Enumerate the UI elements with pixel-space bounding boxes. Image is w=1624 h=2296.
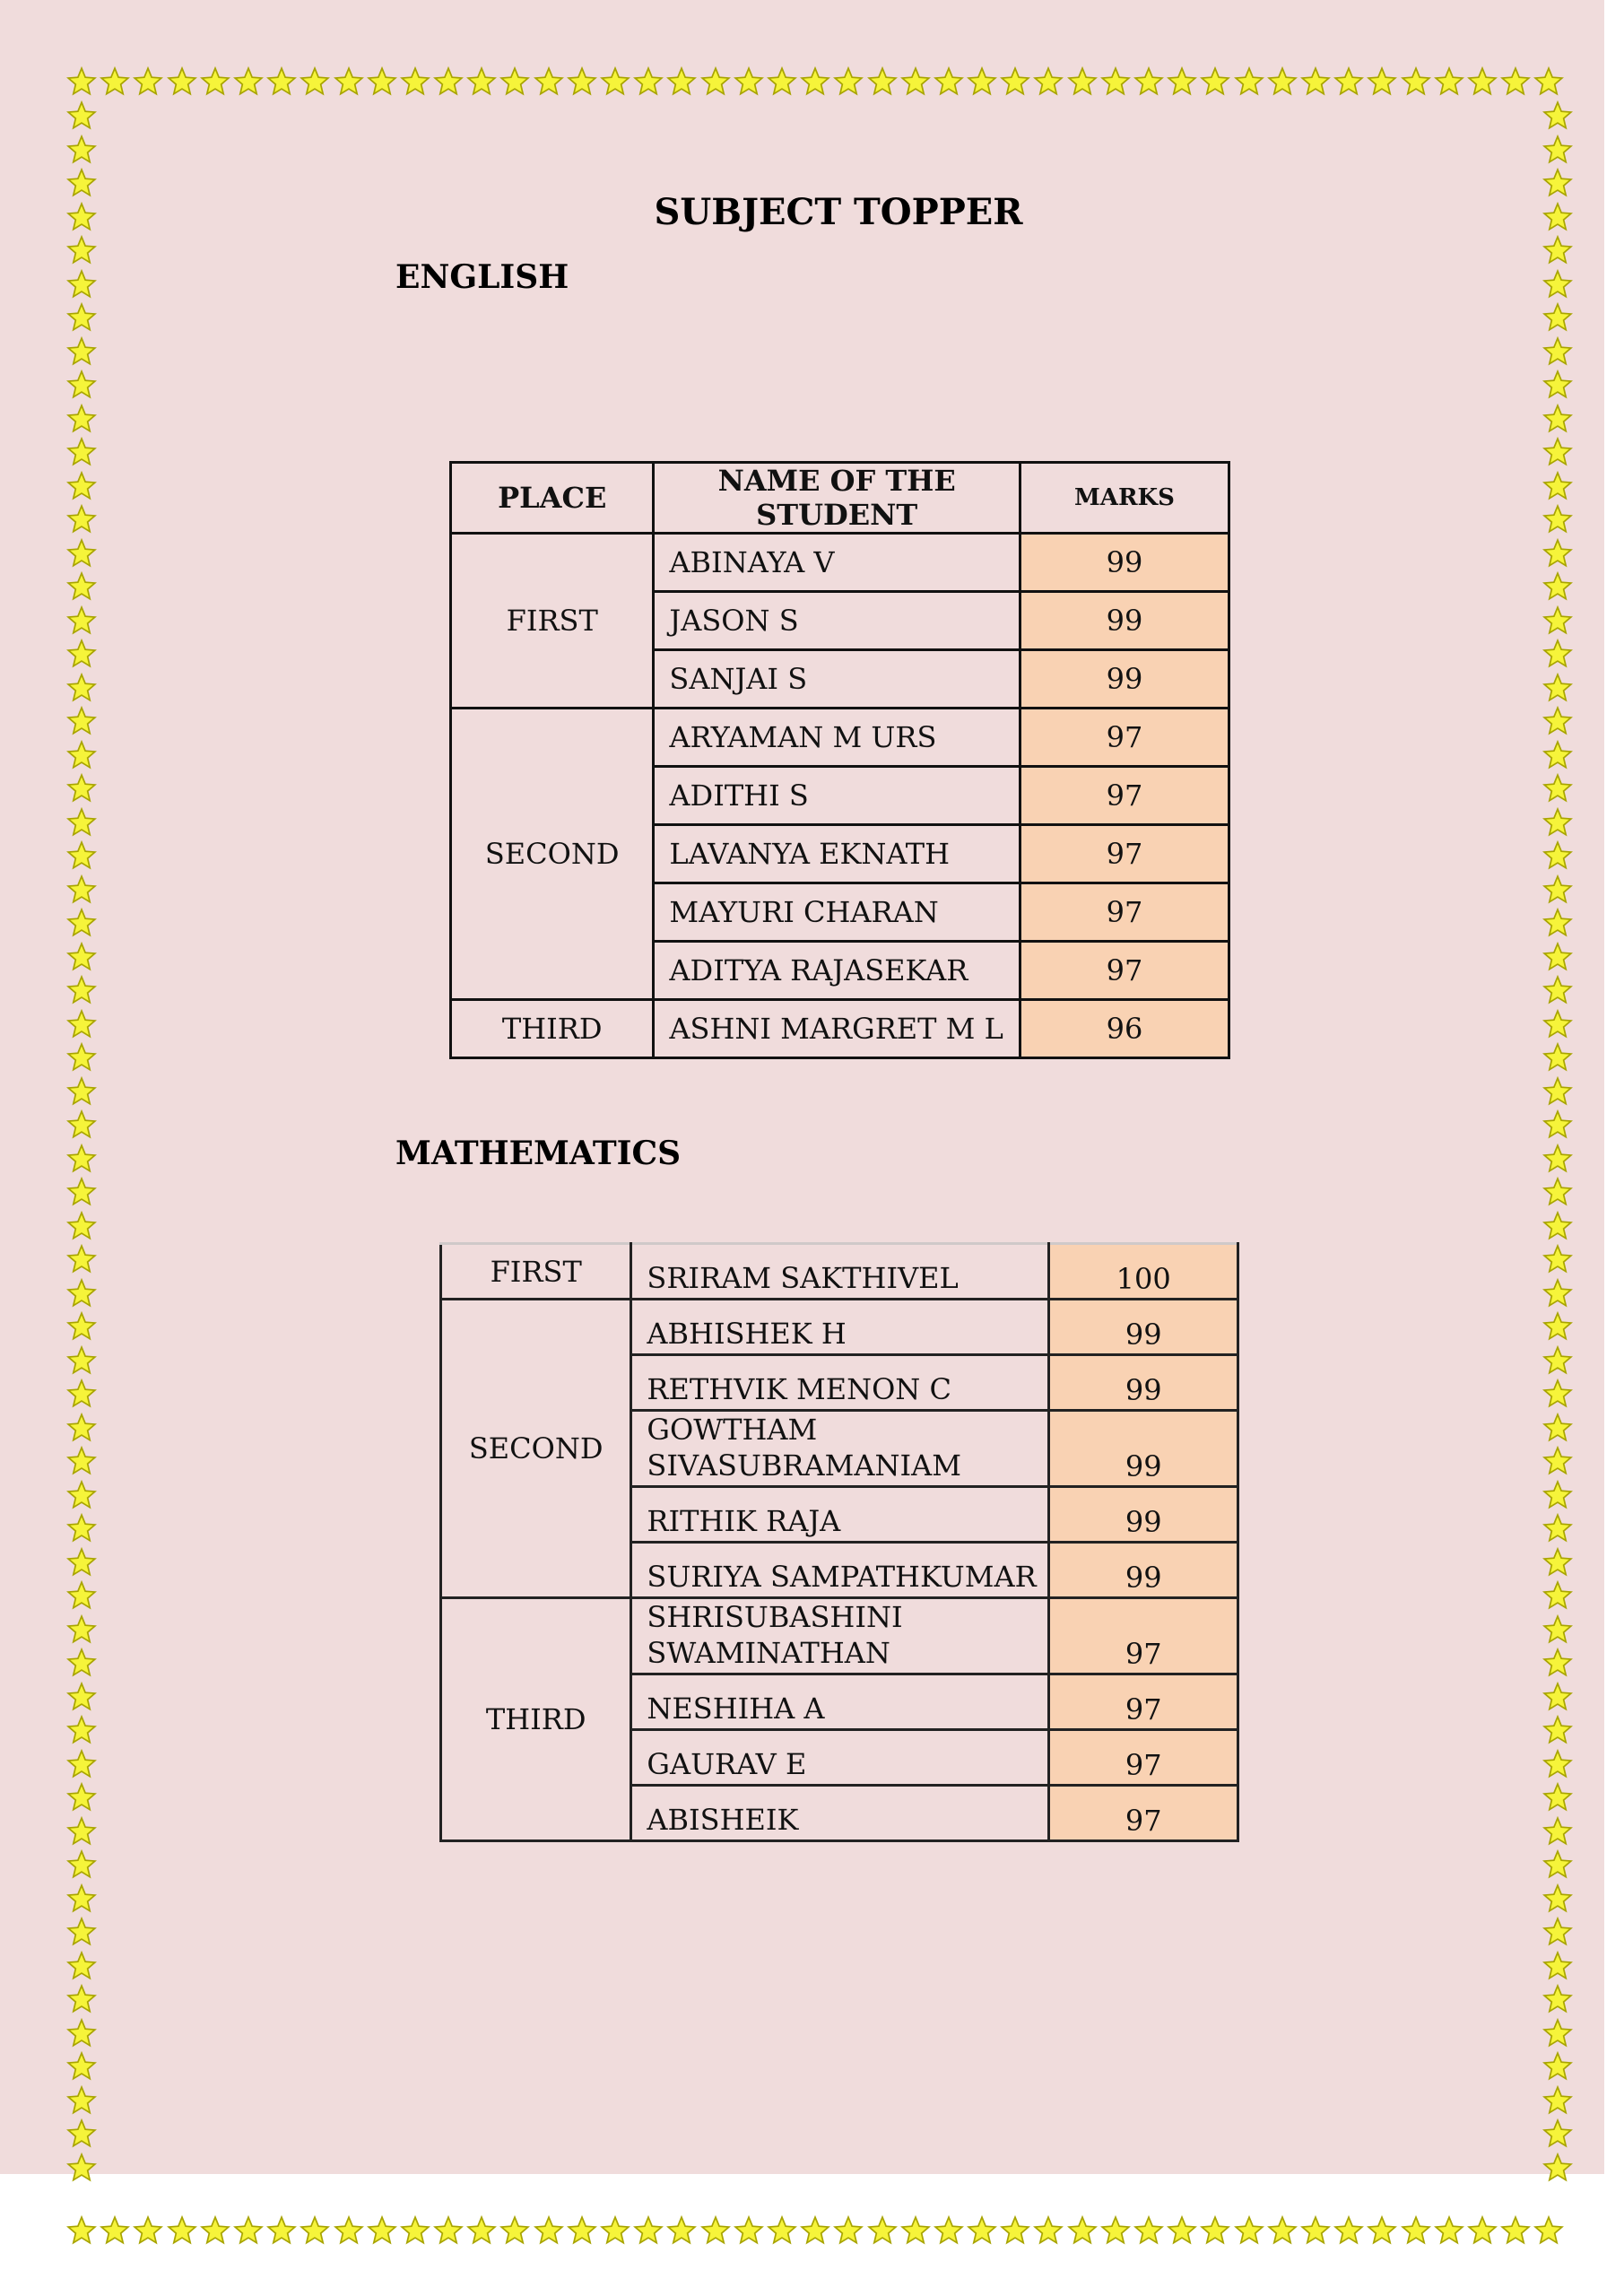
star-icon — [499, 2215, 530, 2246]
star-icon — [1542, 1749, 1573, 1779]
marks-cell: 99 — [1049, 1543, 1238, 1598]
star-icon — [1234, 2215, 1264, 2246]
star-icon — [66, 706, 97, 736]
star-icon — [1542, 1580, 1573, 1611]
star-icon — [1467, 2215, 1498, 2246]
star-icon — [1542, 942, 1573, 972]
star-icon — [1434, 66, 1464, 97]
star-icon — [66, 1211, 97, 1241]
star-icon — [1500, 2215, 1531, 2246]
star-icon — [534, 66, 564, 97]
star-icon — [66, 2118, 97, 2149]
star-icon — [1542, 1211, 1573, 1241]
star-icon — [1542, 1883, 1573, 1914]
student-name-cell: ARYAMAN M URS — [654, 709, 1020, 767]
star-icon — [66, 100, 97, 131]
star-icon — [1542, 1009, 1573, 1039]
star-icon — [767, 2215, 797, 2246]
column-header-place: PLACE — [451, 463, 654, 534]
star-icon — [66, 1244, 97, 1274]
star-icon — [66, 1345, 97, 1376]
star-icon — [1067, 66, 1098, 97]
star-icon — [66, 1682, 97, 1712]
page-title: SUBJECT TOPPER — [654, 191, 1023, 233]
star-icon — [100, 66, 130, 97]
table-row — [441, 1598, 1238, 1674]
star-icon — [466, 2215, 497, 2246]
star-icon — [66, 1984, 97, 2014]
table-row — [451, 1000, 1229, 1058]
place-cell: FIRST — [441, 1244, 631, 1300]
star-icon — [1542, 706, 1573, 736]
star-icon — [1542, 2152, 1573, 2183]
star-icon — [1542, 1042, 1573, 1073]
star-icon — [1542, 1480, 1573, 1510]
star-icon — [1434, 2215, 1464, 2246]
star-icon — [1300, 2215, 1331, 2246]
star-icon — [100, 2215, 130, 2246]
student-name-cell: SHRISUBASHINI SWAMINATHAN — [631, 1598, 1049, 1674]
star-icon — [1267, 66, 1298, 97]
star-icon — [499, 66, 530, 97]
star-icon — [1542, 1984, 1573, 2014]
star-icon — [66, 840, 97, 871]
star-icon — [66, 336, 97, 367]
star-icon — [1367, 2215, 1397, 2246]
marks-cell: 97 — [1020, 767, 1229, 825]
star-icon — [66, 1917, 97, 1947]
star-icon — [1542, 538, 1573, 569]
star-icon — [66, 908, 97, 938]
marks-cell: 97 — [1049, 1598, 1238, 1674]
student-name-cell: ASHNI MARGRET M L — [654, 1000, 1020, 1058]
student-name-cell: SANJAI S — [654, 650, 1020, 709]
star-icon — [767, 66, 797, 97]
star-icon — [66, 269, 97, 300]
star-icon — [66, 135, 97, 165]
table-header-row — [451, 463, 1229, 534]
star-icon — [66, 1749, 97, 1779]
place-cell: SECOND — [441, 1300, 631, 1598]
star-icon — [66, 538, 97, 569]
star-icon — [1167, 66, 1197, 97]
star-icon — [1200, 2215, 1230, 2246]
star-icon — [1542, 639, 1573, 669]
place-cell: THIRD — [451, 1000, 654, 1058]
column-header-marks: MARKS — [1020, 463, 1229, 534]
star-icon — [1542, 874, 1573, 905]
english-table — [449, 461, 1230, 1059]
star-icon — [1033, 2215, 1064, 2246]
star-icon — [66, 404, 97, 434]
star-icon — [66, 1413, 97, 1443]
star-icon — [1542, 471, 1573, 501]
place-cell: THIRD — [441, 1598, 631, 1841]
star-icon — [1542, 740, 1573, 770]
star-icon — [1542, 135, 1573, 165]
star-icon — [1542, 1849, 1573, 1880]
star-icon — [1542, 1076, 1573, 1107]
star-icon — [233, 66, 264, 97]
star-icon — [900, 66, 931, 97]
marks-cell: 96 — [1020, 1000, 1229, 1058]
star-icon — [66, 1782, 97, 1813]
star-icon — [66, 1849, 97, 1880]
star-icon — [66, 66, 97, 97]
student-name-cell: ADITHI S — [654, 767, 1020, 825]
star-icon — [1533, 66, 1564, 97]
star-icon — [1542, 100, 1573, 131]
star-icon — [666, 66, 697, 97]
star-icon — [1333, 2215, 1364, 2246]
student-name-cell: ABINAYA V — [654, 534, 1020, 592]
student-name-cell: RITHIK RAJA — [631, 1487, 1049, 1543]
star-icon — [66, 673, 97, 703]
star-icon — [534, 2215, 564, 2246]
star-icon — [66, 2051, 97, 2082]
star-icon — [66, 1042, 97, 1073]
star-icon — [66, 1378, 97, 1409]
star-icon — [1133, 66, 1164, 97]
star-icon — [367, 2215, 397, 2246]
star-icon — [1542, 336, 1573, 367]
marks-cell: 97 — [1020, 942, 1229, 1000]
star-icon — [66, 1311, 97, 1342]
student-name-cell: SRIRAM SAKTHIVEL — [631, 1244, 1049, 1300]
star-icon — [600, 66, 630, 97]
star-icon — [466, 66, 497, 97]
mathematics-table — [439, 1242, 1239, 1842]
star-icon — [66, 807, 97, 838]
star-icon — [1542, 2018, 1573, 2048]
star-icon — [66, 639, 97, 669]
star-icon — [66, 1648, 97, 1678]
star-icon — [66, 1951, 97, 1981]
student-name-cell: GOWTHAM SIVASUBRAMANIAM — [631, 1411, 1049, 1487]
star-icon — [1467, 66, 1498, 97]
star-icon — [700, 66, 731, 97]
marks-cell: 97 — [1049, 1674, 1238, 1730]
star-icon — [1542, 1682, 1573, 1712]
star-icon — [300, 66, 330, 97]
star-icon — [66, 1278, 97, 1309]
star-icon — [66, 571, 97, 602]
star-icon — [66, 471, 97, 501]
column-header-name: NAME OF THE STUDENT — [654, 463, 1020, 534]
place-cell: FIRST — [451, 534, 654, 709]
english-heading: ENGLISH — [395, 258, 569, 296]
star-icon — [1100, 2215, 1131, 2246]
star-icon — [300, 2215, 330, 2246]
marks-cell: 99 — [1049, 1411, 1238, 1487]
star-icon — [867, 66, 898, 97]
star-icon — [433, 2215, 464, 2246]
table-row — [441, 1300, 1238, 1355]
star-icon — [66, 504, 97, 535]
star-icon — [66, 235, 97, 265]
star-icon — [66, 2085, 97, 2116]
star-icon — [1542, 1816, 1573, 1847]
star-icon — [1067, 2215, 1098, 2246]
star-icon — [1133, 2215, 1164, 2246]
star-icon — [1542, 370, 1573, 400]
star-icon — [400, 2215, 430, 2246]
star-icon — [66, 975, 97, 1005]
star-icon — [66, 2018, 97, 2048]
student-name-cell: ADITYA RAJASEKAR — [654, 942, 1020, 1000]
star-icon — [1542, 1446, 1573, 1476]
star-icon — [66, 2152, 97, 2183]
star-icon — [66, 1177, 97, 1207]
student-name-cell: GAURAV E — [631, 1730, 1049, 1786]
star-icon — [1533, 2215, 1564, 2246]
star-icon — [1401, 66, 1431, 97]
star-icon — [967, 2215, 997, 2246]
star-icon — [1542, 1614, 1573, 1645]
star-icon — [633, 2215, 664, 2246]
mathematics-heading: MATHEMATICS — [395, 1135, 682, 1172]
star-icon — [66, 1715, 97, 1745]
star-icon — [1542, 404, 1573, 434]
place-cell: SECOND — [451, 709, 654, 1000]
star-icon — [1542, 975, 1573, 1005]
star-icon — [66, 1144, 97, 1174]
star-icon — [734, 66, 764, 97]
star-icon — [1200, 66, 1230, 97]
student-name-cell: ABHISHEK H — [631, 1300, 1049, 1355]
star-icon — [66, 1480, 97, 1510]
student-name-cell: RETHVIK MENON C — [631, 1355, 1049, 1411]
star-icon — [1033, 66, 1064, 97]
star-icon — [66, 605, 97, 636]
star-icon — [1542, 1244, 1573, 1274]
star-icon — [567, 2215, 597, 2246]
marks-cell: 99 — [1020, 534, 1229, 592]
star-icon — [1542, 235, 1573, 265]
star-icon — [1542, 302, 1573, 333]
star-icon — [1542, 1413, 1573, 1443]
star-icon — [666, 2215, 697, 2246]
star-icon — [1542, 1278, 1573, 1309]
star-icon — [1542, 840, 1573, 871]
table-row — [441, 1244, 1238, 1300]
marks-cell: 97 — [1020, 825, 1229, 883]
star-icon — [66, 1580, 97, 1611]
star-icon — [1542, 1144, 1573, 1174]
star-icon — [334, 66, 364, 97]
marks-cell: 99 — [1020, 592, 1229, 650]
star-icon — [66, 1816, 97, 1847]
star-icon — [1333, 66, 1364, 97]
star-icon — [66, 1009, 97, 1039]
student-name-cell: LAVANYA EKNATH — [654, 825, 1020, 883]
star-icon — [1100, 66, 1131, 97]
student-name-cell: ABISHEIK — [631, 1786, 1049, 1841]
star-icon — [1542, 1917, 1573, 1947]
star-icon — [1267, 2215, 1298, 2246]
marks-cell: 99 — [1020, 650, 1229, 709]
marks-cell: 99 — [1049, 1300, 1238, 1355]
marks-cell: 100 — [1049, 1244, 1238, 1300]
star-icon — [433, 66, 464, 97]
star-icon — [1542, 1378, 1573, 1409]
star-icon — [367, 66, 397, 97]
star-icon — [1542, 605, 1573, 636]
star-icon — [1542, 437, 1573, 467]
star-icon — [633, 66, 664, 97]
student-name-cell: NESHIHA A — [631, 1674, 1049, 1730]
star-icon — [400, 66, 430, 97]
star-icon — [1000, 66, 1030, 97]
star-icon — [66, 302, 97, 333]
marks-cell: 99 — [1049, 1487, 1238, 1543]
star-icon — [66, 1547, 97, 1578]
star-icon — [66, 874, 97, 905]
star-icon — [66, 1883, 97, 1914]
star-icon — [1542, 504, 1573, 535]
star-icon — [1542, 2051, 1573, 2082]
star-icon — [133, 2215, 163, 2246]
star-icon — [833, 2215, 864, 2246]
star-icon — [1542, 571, 1573, 602]
star-icon — [266, 66, 297, 97]
star-icon — [1542, 1311, 1573, 1342]
star-icon — [66, 942, 97, 972]
star-icon — [567, 66, 597, 97]
star-icon — [934, 2215, 964, 2246]
star-icon — [1542, 1177, 1573, 1207]
star-icon — [334, 2215, 364, 2246]
star-icon — [66, 2215, 97, 2246]
marks-cell: 97 — [1020, 883, 1229, 942]
star-icon — [800, 66, 830, 97]
star-icon — [1542, 673, 1573, 703]
star-icon — [967, 66, 997, 97]
star-icon — [867, 2215, 898, 2246]
star-icon — [1367, 66, 1397, 97]
star-border-bottom — [66, 2215, 1573, 2246]
marks-cell: 97 — [1020, 709, 1229, 767]
marks-cell: 97 — [1049, 1730, 1238, 1786]
star-icon — [900, 2215, 931, 2246]
star-icon — [1542, 807, 1573, 838]
star-icon — [1167, 2215, 1197, 2246]
student-name-cell: JASON S — [654, 592, 1020, 650]
star-icon — [66, 773, 97, 804]
star-icon — [1401, 2215, 1431, 2246]
star-icon — [1542, 773, 1573, 804]
star-icon — [66, 437, 97, 467]
star-icon — [200, 2215, 230, 2246]
star-icon — [934, 66, 964, 97]
star-icon — [233, 2215, 264, 2246]
table-row — [451, 709, 1229, 767]
star-icon — [1542, 1547, 1573, 1578]
star-icon — [1542, 269, 1573, 300]
star-icon — [800, 2215, 830, 2246]
star-icon — [600, 2215, 630, 2246]
star-icon — [66, 1109, 97, 1140]
star-icon — [167, 66, 197, 97]
student-name-cell: SURIYA SAMPATHKUMAR — [631, 1543, 1049, 1598]
star-icon — [1542, 2118, 1573, 2149]
star-icon — [66, 1076, 97, 1107]
star-icon — [1542, 1782, 1573, 1813]
star-icon — [66, 370, 97, 400]
marks-cell: 99 — [1049, 1355, 1238, 1411]
star-icon — [167, 2215, 197, 2246]
star-icon — [266, 2215, 297, 2246]
star-icon — [200, 66, 230, 97]
star-icon — [66, 1446, 97, 1476]
student-name-cell: MAYURI CHARAN — [654, 883, 1020, 942]
star-icon — [1542, 908, 1573, 938]
star-border-top — [66, 66, 1573, 97]
star-icon — [833, 66, 864, 97]
star-icon — [1300, 66, 1331, 97]
star-icon — [133, 66, 163, 97]
table-row — [451, 534, 1229, 592]
star-icon — [66, 1614, 97, 1645]
marks-cell: 97 — [1049, 1786, 1238, 1841]
star-icon — [1542, 1715, 1573, 1745]
star-icon — [66, 740, 97, 770]
star-icon — [1000, 2215, 1030, 2246]
star-icon — [1542, 2085, 1573, 2116]
star-icon — [1542, 1513, 1573, 1544]
star-icon — [1542, 1951, 1573, 1981]
star-border-right — [1542, 100, 1573, 2212]
star-icon — [1542, 1648, 1573, 1678]
star-icon — [1542, 1109, 1573, 1140]
star-icon — [734, 2215, 764, 2246]
star-icon — [700, 2215, 731, 2246]
star-icon — [1234, 66, 1264, 97]
star-border-left — [66, 100, 97, 2212]
star-icon — [66, 1513, 97, 1544]
star-icon — [1542, 1345, 1573, 1376]
star-icon — [1500, 66, 1531, 97]
